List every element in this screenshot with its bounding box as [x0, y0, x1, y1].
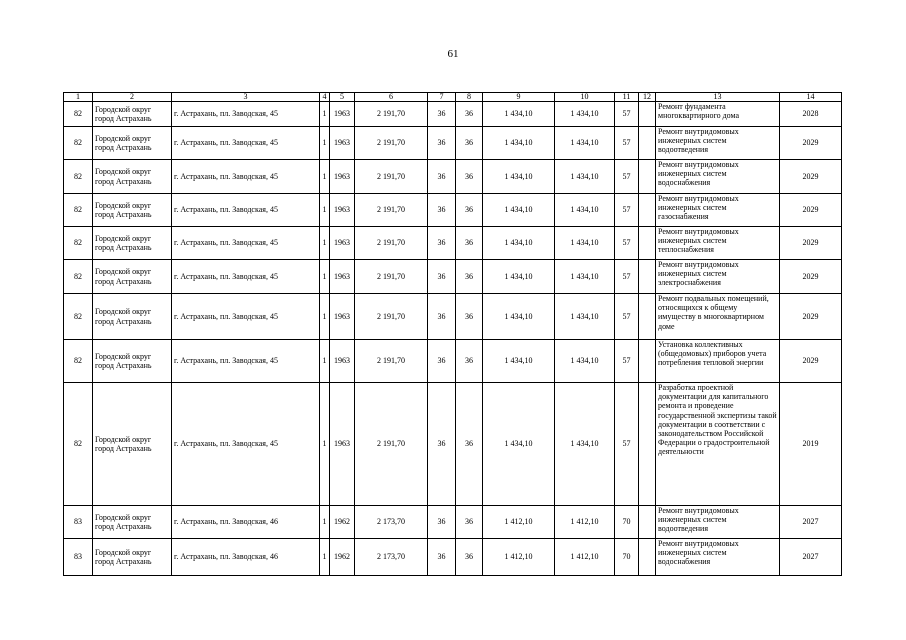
- empty-cell: [639, 539, 656, 576]
- total-area: 2 191,70: [355, 383, 428, 506]
- floors: 36: [428, 294, 456, 340]
- municipality: Городской округ город Астрахань: [93, 194, 172, 227]
- floors: 36: [428, 194, 456, 227]
- empty-cell: [639, 160, 656, 194]
- floors: 36: [428, 227, 456, 260]
- entrances: 36: [456, 194, 483, 227]
- work-description: Ремонт внутридомовых инженерных систем теплоснабжения: [656, 227, 780, 260]
- planned-year: 2027: [780, 539, 842, 576]
- living-area: 1 434,10: [555, 340, 615, 383]
- column-number: 5: [330, 93, 355, 102]
- row-number: 82: [64, 227, 93, 260]
- column-number: 4: [320, 93, 330, 102]
- column-number: 1: [64, 93, 93, 102]
- planned-year: 2029: [780, 194, 842, 227]
- residential-area: 1 434,10: [483, 227, 555, 260]
- table-row: [64, 340, 842, 383]
- empty-cell: [639, 340, 656, 383]
- row-number: 82: [64, 383, 93, 506]
- total-area: 2 191,70: [355, 227, 428, 260]
- residential-area: 1 412,10: [483, 506, 555, 539]
- empty-cell: [639, 102, 656, 127]
- year-built: 1963: [330, 194, 355, 227]
- residential-area: 1 434,10: [483, 340, 555, 383]
- work-description: Ремонт внутридомовых инженерных систем газоснабжения: [656, 194, 780, 227]
- municipality: Городской округ город Астрахань: [93, 227, 172, 260]
- row-number: 82: [64, 102, 93, 127]
- column-number: 6: [355, 93, 428, 102]
- residents-count: 57: [615, 383, 639, 506]
- planned-year: 2029: [780, 340, 842, 383]
- residents-count: 70: [615, 539, 639, 576]
- total-area: 2 191,70: [355, 127, 428, 160]
- row-number: 82: [64, 160, 93, 194]
- row-number: 83: [64, 539, 93, 576]
- floors: 36: [428, 506, 456, 539]
- total-area: 2 173,70: [355, 506, 428, 539]
- living-area: 1 434,10: [555, 160, 615, 194]
- work-description: Ремонт внутридомовых инженерных систем водоснабжения: [656, 539, 780, 576]
- table-row: [64, 506, 842, 539]
- work-description: Разработка проектной документации для капитального ремонта и проведение государственной экспертизы такой документации в соответствии с законодательством Российской Федерации о градостроительной деятельности: [656, 383, 780, 506]
- building-type: 1: [320, 294, 330, 340]
- address: г. Астрахань, пл. Заводская, 45: [172, 260, 320, 294]
- repair-program-table: [63, 92, 842, 576]
- municipality: Городской округ город Астрахань: [93, 383, 172, 506]
- column-number: 13: [656, 93, 780, 102]
- work-description: Ремонт внутридомовых инженерных систем водоснабжения: [656, 160, 780, 194]
- year-built: 1963: [330, 260, 355, 294]
- table-row: [64, 102, 842, 127]
- building-type: 1: [320, 506, 330, 539]
- residents-count: 70: [615, 506, 639, 539]
- column-number: 10: [555, 93, 615, 102]
- column-number: 3: [172, 93, 320, 102]
- municipality: Городской округ город Астрахань: [93, 160, 172, 194]
- work-description: Ремонт фундамента многоквартирного дома: [656, 102, 780, 127]
- address: г. Астрахань, пл. Заводская, 45: [172, 383, 320, 506]
- column-number-row: [64, 93, 842, 102]
- total-area: 2 191,70: [355, 160, 428, 194]
- row-number: 82: [64, 294, 93, 340]
- floors: 36: [428, 340, 456, 383]
- year-built: 1963: [330, 227, 355, 260]
- building-type: 1: [320, 340, 330, 383]
- column-number: 14: [780, 93, 842, 102]
- page-number: 61: [447, 48, 459, 60]
- entrances: 36: [456, 340, 483, 383]
- row-number: 82: [64, 260, 93, 294]
- planned-year: 2029: [780, 127, 842, 160]
- column-number: 12: [639, 93, 656, 102]
- address: г. Астрахань, пл. Заводская, 45: [172, 127, 320, 160]
- year-built: 1962: [330, 539, 355, 576]
- work-description: Установка коллективных (общедомовых) приборов учета потребления тепловой энергии: [656, 340, 780, 383]
- planned-year: 2029: [780, 260, 842, 294]
- living-area: 1 434,10: [555, 127, 615, 160]
- total-area: 2 191,70: [355, 194, 428, 227]
- residential-area: 1 434,10: [483, 160, 555, 194]
- building-type: 1: [320, 383, 330, 506]
- residential-area: 1 434,10: [483, 194, 555, 227]
- residents-count: 57: [615, 227, 639, 260]
- entrances: 36: [456, 539, 483, 576]
- table-row: [64, 539, 842, 576]
- table-row: [64, 227, 842, 260]
- floors: 36: [428, 160, 456, 194]
- residents-count: 57: [615, 127, 639, 160]
- residents-count: 57: [615, 102, 639, 127]
- residents-count: 57: [615, 194, 639, 227]
- entrances: 36: [456, 260, 483, 294]
- column-number: 7: [428, 93, 456, 102]
- year-built: 1963: [330, 127, 355, 160]
- planned-year: 2019: [780, 383, 842, 506]
- residential-area: 1 434,10: [483, 127, 555, 160]
- empty-cell: [639, 260, 656, 294]
- total-area: 2 173,70: [355, 539, 428, 576]
- floors: 36: [428, 539, 456, 576]
- building-type: 1: [320, 160, 330, 194]
- residents-count: 57: [615, 160, 639, 194]
- entrances: 36: [456, 383, 483, 506]
- residential-area: 1 412,10: [483, 539, 555, 576]
- entrances: 36: [456, 102, 483, 127]
- table-row: [64, 160, 842, 194]
- empty-cell: [639, 506, 656, 539]
- column-number: 9: [483, 93, 555, 102]
- residential-area: 1 434,10: [483, 102, 555, 127]
- planned-year: 2029: [780, 227, 842, 260]
- address: г. Астрахань, пл. Заводская, 45: [172, 340, 320, 383]
- municipality: Городской округ город Астрахань: [93, 127, 172, 160]
- table-row: [64, 294, 842, 340]
- living-area: 1 434,10: [555, 383, 615, 506]
- residential-area: 1 434,10: [483, 260, 555, 294]
- address: г. Астрахань, пл. Заводская, 45: [172, 194, 320, 227]
- table-row: [64, 127, 842, 160]
- row-number: 82: [64, 340, 93, 383]
- year-built: 1963: [330, 340, 355, 383]
- row-number: 82: [64, 127, 93, 160]
- living-area: 1 412,10: [555, 539, 615, 576]
- address: г. Астрахань, пл. Заводская, 46: [172, 539, 320, 576]
- work-description: Ремонт внутридомовых инженерных систем водоотведения: [656, 506, 780, 539]
- living-area: 1 434,10: [555, 294, 615, 340]
- floors: 36: [428, 127, 456, 160]
- building-type: 1: [320, 227, 330, 260]
- year-built: 1962: [330, 506, 355, 539]
- address: г. Астрахань, пл. Заводская, 45: [172, 160, 320, 194]
- municipality: Городской округ город Астрахань: [93, 539, 172, 576]
- residents-count: 57: [615, 294, 639, 340]
- total-area: 2 191,70: [355, 340, 428, 383]
- residents-count: 57: [615, 340, 639, 383]
- year-built: 1963: [330, 102, 355, 127]
- work-description: Ремонт внутридомовых инженерных систем водоотведения: [656, 127, 780, 160]
- residential-area: 1 434,10: [483, 383, 555, 506]
- entrances: 36: [456, 127, 483, 160]
- municipality: Городской округ город Астрахань: [93, 102, 172, 127]
- table-row: [64, 383, 842, 506]
- municipality: Городской округ город Астрахань: [93, 294, 172, 340]
- building-type: 1: [320, 260, 330, 294]
- floors: 36: [428, 260, 456, 294]
- address: г. Астрахань, пл. Заводская, 45: [172, 102, 320, 127]
- total-area: 2 191,70: [355, 294, 428, 340]
- building-type: 1: [320, 102, 330, 127]
- planned-year: 2028: [780, 102, 842, 127]
- floors: 36: [428, 102, 456, 127]
- table-row: [64, 260, 842, 294]
- work-description: Ремонт внутридомовых инженерных систем электроснабжения: [656, 260, 780, 294]
- empty-cell: [639, 383, 656, 506]
- planned-year: 2029: [780, 294, 842, 340]
- address: г. Астрахань, пл. Заводская, 45: [172, 227, 320, 260]
- row-number: 83: [64, 506, 93, 539]
- column-number: 11: [615, 93, 639, 102]
- total-area: 2 191,70: [355, 260, 428, 294]
- building-type: 1: [320, 194, 330, 227]
- living-area: 1 434,10: [555, 194, 615, 227]
- entrances: 36: [456, 294, 483, 340]
- living-area: 1 412,10: [555, 506, 615, 539]
- entrances: 36: [456, 506, 483, 539]
- row-number: 82: [64, 194, 93, 227]
- floors: 36: [428, 383, 456, 506]
- municipality: Городской округ город Астрахань: [93, 340, 172, 383]
- planned-year: 2029: [780, 160, 842, 194]
- address: г. Астрахань, пл. Заводская, 45: [172, 294, 320, 340]
- municipality: Городской округ город Астрахань: [93, 260, 172, 294]
- entrances: 36: [456, 227, 483, 260]
- empty-cell: [639, 127, 656, 160]
- empty-cell: [639, 294, 656, 340]
- living-area: 1 434,10: [555, 227, 615, 260]
- empty-cell: [639, 194, 656, 227]
- building-type: 1: [320, 127, 330, 160]
- table-row: [64, 194, 842, 227]
- empty-cell: [639, 227, 656, 260]
- planned-year: 2027: [780, 506, 842, 539]
- building-type: 1: [320, 539, 330, 576]
- column-number: 8: [456, 93, 483, 102]
- column-number: 2: [93, 93, 172, 102]
- living-area: 1 434,10: [555, 260, 615, 294]
- municipality: Городской округ город Астрахань: [93, 506, 172, 539]
- residents-count: 57: [615, 260, 639, 294]
- total-area: 2 191,70: [355, 102, 428, 127]
- year-built: 1963: [330, 160, 355, 194]
- residential-area: 1 434,10: [483, 294, 555, 340]
- address: г. Астрахань, пл. Заводская, 46: [172, 506, 320, 539]
- entrances: 36: [456, 160, 483, 194]
- year-built: 1963: [330, 383, 355, 506]
- living-area: 1 434,10: [555, 102, 615, 127]
- work-description: Ремонт подвальных помещений, относящихся к общему имуществу в многоквартирном доме: [656, 294, 780, 340]
- year-built: 1963: [330, 294, 355, 340]
